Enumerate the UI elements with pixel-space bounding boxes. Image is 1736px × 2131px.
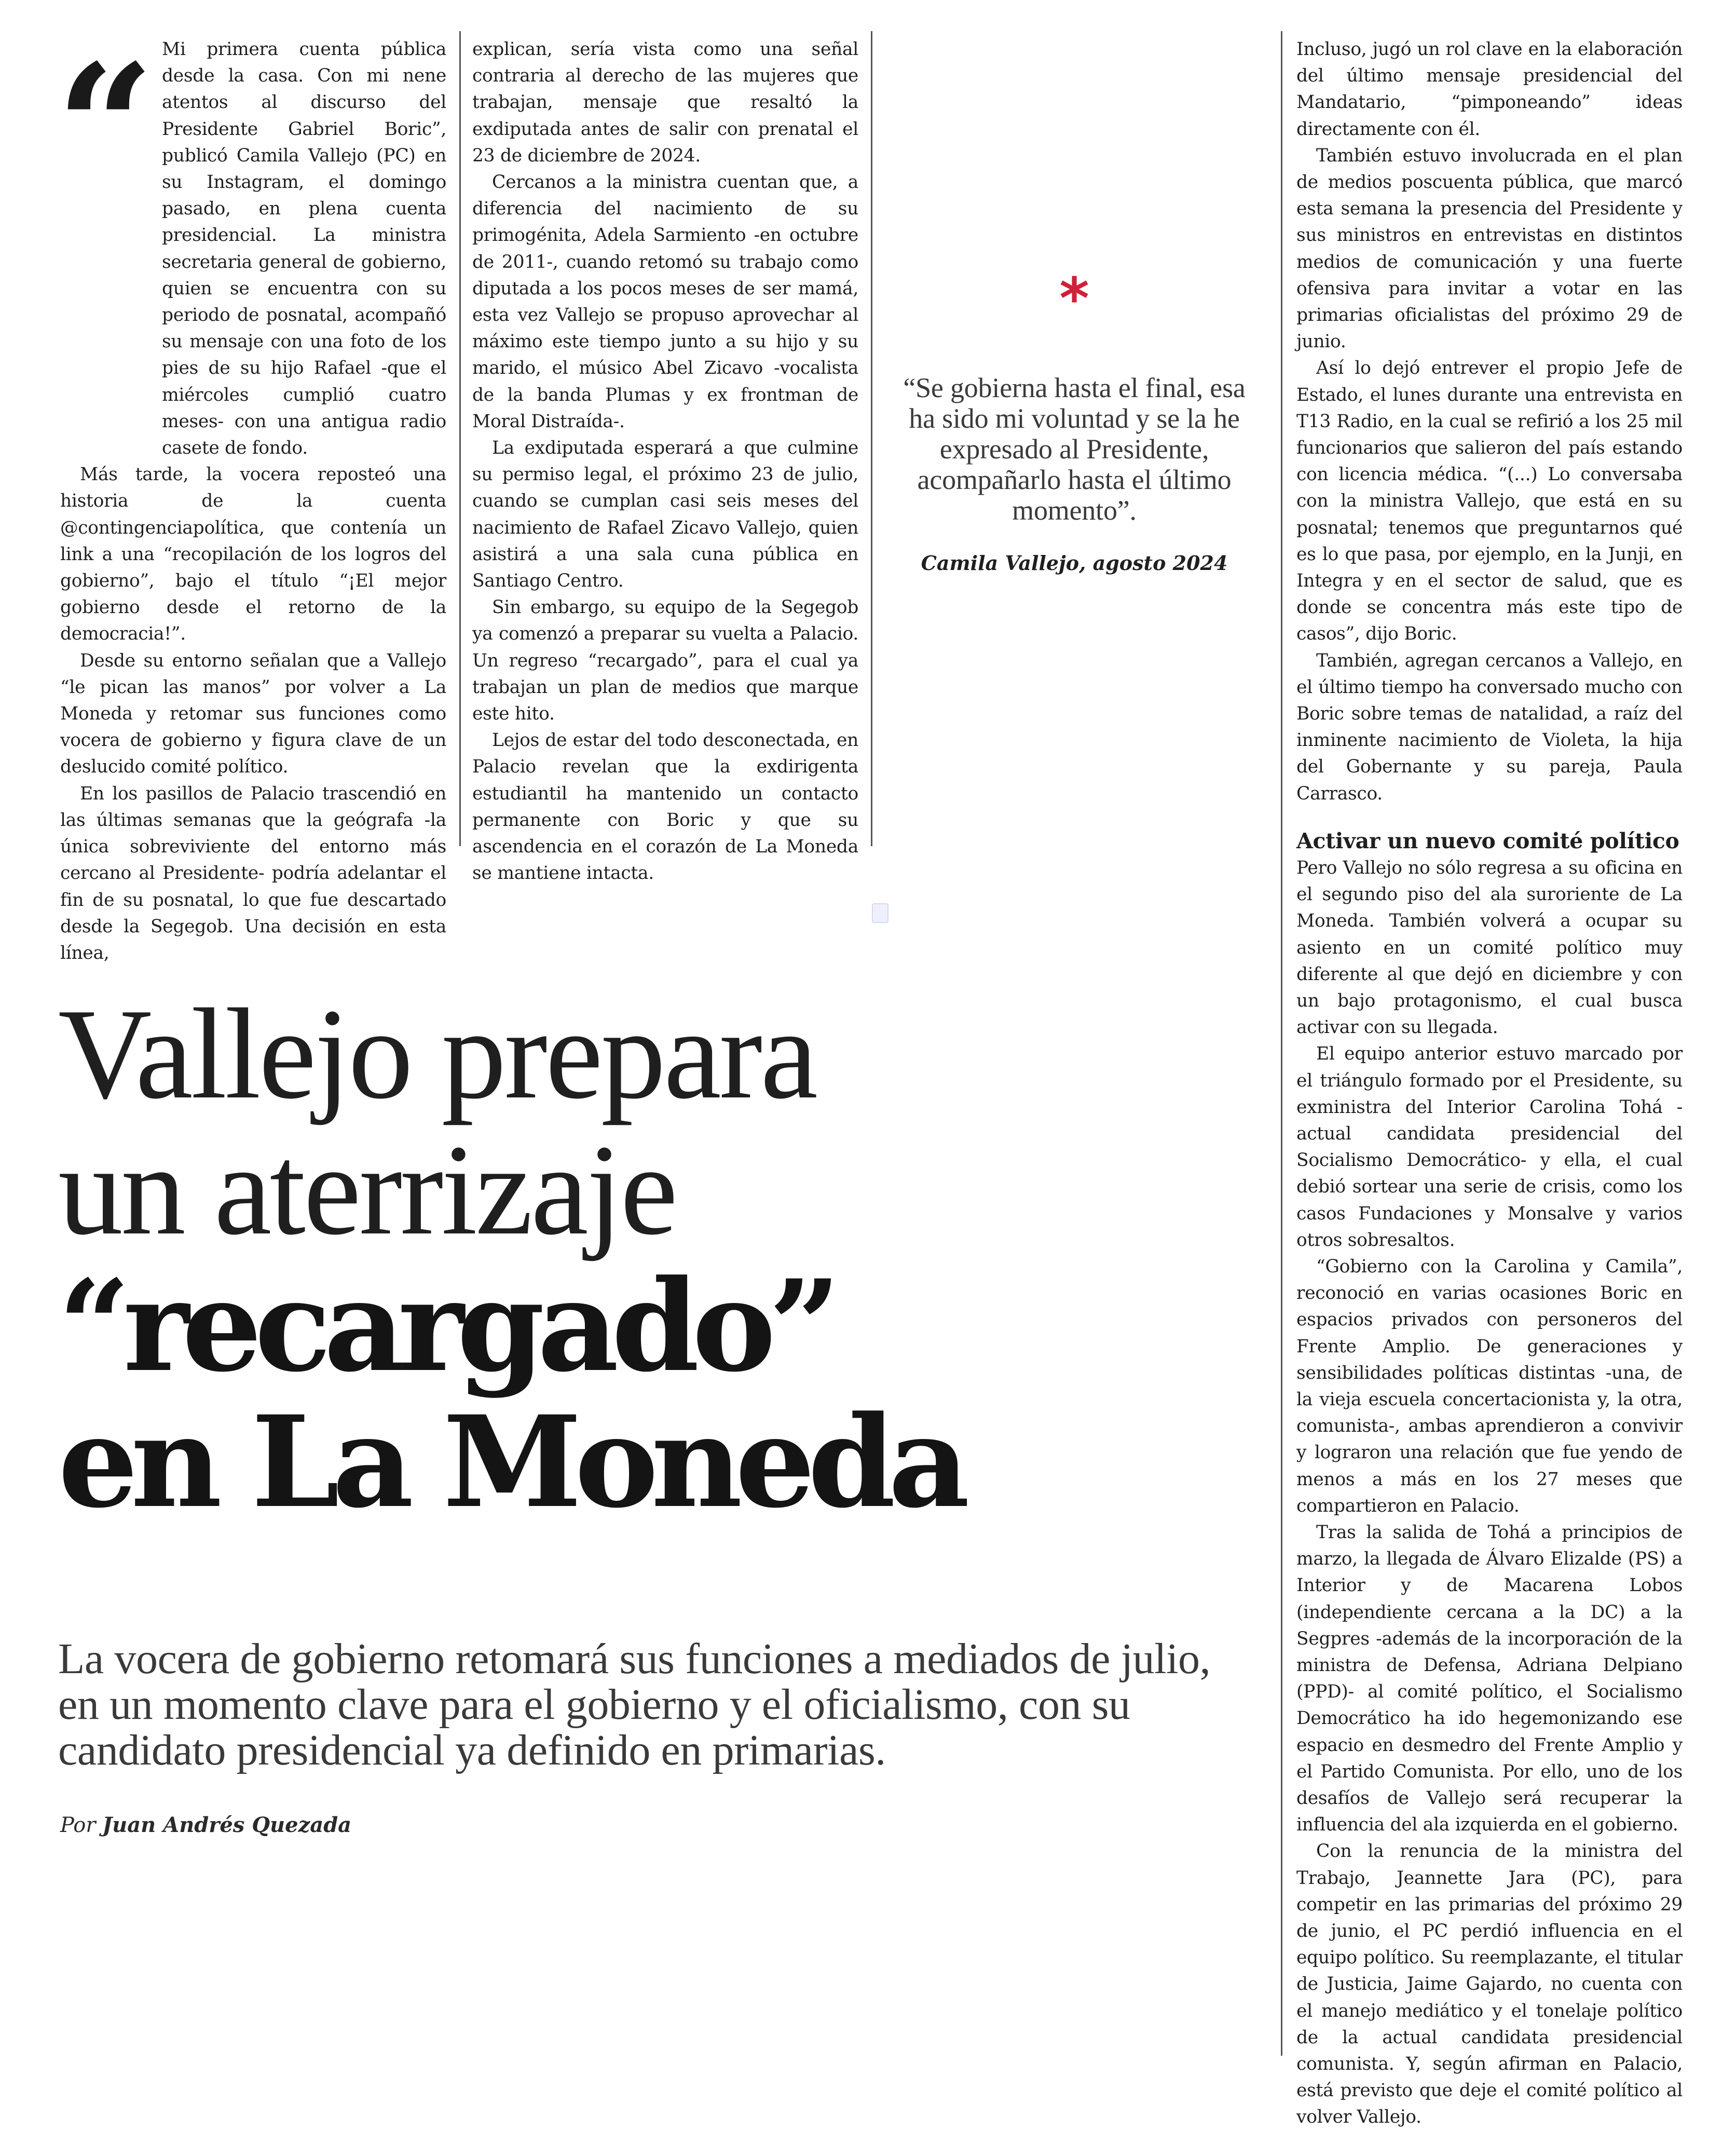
col1-paragraph-2: Más tarde, la vocera reposteó una historia de la cuenta @contingenciapolítica, que contenía un link a una “recopilación de los logros del gobierno”, bajo el título “¡El mejor gobierno desde el retorno de la democracia!”. — [60, 464, 446, 645]
col1-paragraph-1: Mi primera cuenta pública desde la casa. Con mi nene atentos al discurso del Presidente Gabriel Boric”, publicó Camila Vallejo (PC) en su Instagram, el domingo pasado, en plena cuenta presidencial. La ministra secretaria general de gobierno, quien se encuentra con su periodo de posnatal, acompañó su mensaje con una foto de los pies de su hijo Rafael -que el miércoles cumplió cuatro meses- con una antigua radio casete de fondo. — [162, 39, 446, 459]
headline-line-1: Vallejo prepara — [58, 982, 816, 1126]
article-column-2 — [472, 36, 858, 887]
pull-quote: “Se gobierna hasta el final, esa ha sido mi voluntad y se la he expresado al Presidente, acompañarlo hasta el último momento”. — [903, 372, 1246, 526]
headline-line-2: un aterrizaje — [58, 1118, 676, 1262]
col1-paragraph-4: En los pasillos de Palacio trascendió en las últimas semanas que la geógrafa -la única sobreviviente del entorno más cercano al Presidente- podría adelantar el fin de su posnatal, lo que fue descartado desde la Segegob. Una decisión en esta línea, — [60, 783, 446, 963]
col2-paragraph-3: La exdiputada esperará a que culmine su permiso legal, el próximo 23 de julio, cuando se cumplan casi seis meses del nacimiento de Rafael Zicavo Vallejo, quien asistirá a una sala cuna pública en Santiago Centro. — [472, 438, 858, 592]
article-column-1 — [60, 36, 446, 967]
byline-author: Juan Andrés Quezada — [102, 1813, 352, 1837]
pull-quote-author: Camila Vallejo, agosto 2024 — [921, 551, 1228, 575]
opening-quote-icon: “ — [56, 26, 155, 228]
document-icon — [872, 903, 888, 923]
col3-paragraph-2: También estuvo involucrada en el plan de medios poscuenta pública, que marcó esta semana la presencia del Presidente y sus ministros en entrevistas en distintos medios de comunicación y una fuerte ofensiva para invitar a votar en las primarias oficialistas del próximo 29 de junio. — [1296, 145, 1683, 352]
col3-paragraph-6: El equipo anterior estuvo marcado por el triángulo formado por el Presidente, su exministra del Interior Carolina Tohá -actual candidata presidencial del Socialismo Democrático- y ella, el cual debió sortear una serie de crisis, como los casos Fundaciones y Monsalve y varios otros sobresaltos. — [1296, 1043, 1683, 1251]
col2-paragraph-4: Sin embargo, su equipo de la Segegob ya comenzó a preparar su vuelta a Palacio. Un regreso “recargado”, para el cual ya trabajan un plan de medios que marque este hito. — [472, 597, 858, 725]
headline-line-3: “recargado” — [58, 1253, 834, 1400]
col3-paragraph-9: Con la renuncia de la ministra del Trabajo, Jeannette Jara (PC), para competir en las primarias del próximo 29 de junio, el PC perdió influencia en el equipo político. Su reemplazante, el titular de Justicia, Jaime Gajardo, no cuenta con el manejo mediático y el tonelaje político de la actual candidata presidencial comunista. Y, según afirman en Palacio, está previsto que deje el comité político al volver Vallejo. — [1296, 1841, 1683, 2128]
asterisk-icon: * — [1059, 265, 1089, 332]
column-rule-1 — [459, 31, 461, 846]
byline-prefix: Por — [60, 1813, 103, 1837]
col3-paragraph-4: También, agregan cercanos a Vallejo, en el último tiempo ha conversado mucho con Boric sobre temas de natalidad, a raíz del inminente nacimiento de Violeta, la hija del Gobernante y su pareja, Paula Carrasco. — [1296, 650, 1683, 804]
col2-paragraph-2: Cercanos a la ministra cuentan que, a diferencia del nacimiento de su primogénita, Adela Sarmiento -en octubre de 2011-, cuando retomó su trabajo como diputada a los pocos meses de ser mamá, esta vez Vallejo se propuso aprovechar al máximo este tiempo junto a su hijo y su marido, el músico Abel Zicavo -vocalista de la banda Plumas y ex frontman de Moral Distraída-. — [472, 172, 858, 432]
col2-paragraph-5: Lejos de estar del todo desconectada, en Palacio revelan que la exdirigenta estudiantil ha mantenido un contacto permanente con Boric y que su ascendencia en el corazón de La Moneda se mantiene intacta. — [472, 730, 858, 884]
col1-paragraph-3: Desde su entorno señalan que a Vallejo “le pican las manos” por volver a La Moneda y retomar sus funciones como vocera de gobierno y figura clave de un deslucido comité político. — [60, 650, 446, 778]
col3-paragraph-8: Tras la salida de Tohá a principios de marzo, la llegada de Álvaro Elizalde (PS) a Interior y de Macarena Lobos (independiente cercana a la DC) a la Segpres -además de la incorporación de la ministra de Defensa, Adriana Delpiano (PPD)- al comité político, el Socialismo Democrático ha ido hegemonizando ese espacio en desmedro del Frente Amplio y el Partido Comunista. Por ello, uno de los desafíos de Vallejo será recuperar la influencia del ala izquierda en el gobierno. — [1296, 1522, 1683, 1836]
headline — [58, 982, 1252, 1536]
byline — [60, 1813, 351, 1837]
col3-paragraph-7: “Gobierno con la Carolina y Camila”, reconoció en varias ocasiones Boric en espacios privados con personeros del Frente Amplio. De generaciones y sensibilidades políticas distintas -una, de la vieja escuela concertacionista y, la otra, comunista-, ambas aprendieron a convivir y lograron una relación que fue yendo de menos a más en los 27 meses que compartieron en Palacio. — [1296, 1256, 1683, 1516]
article-column-3 — [1296, 36, 1683, 2131]
col3-paragraph-1: Incluso, jugó un rol clave en la elaboración del último mensaje presidencial del Mandatario, “pimponeando” ideas directamente con él. — [1296, 39, 1683, 140]
col3-paragraph-5: Pero Vallejo no sólo regresa a su oficina en el segundo piso del ala suroriente de La Moneda. También volverá a ocupar su asiento en un comité político muy diferente al que dejó en diciembre y con un bajo protagonismo, el cual busca activar con su llegada. — [1296, 857, 1683, 1038]
col2-paragraph-1: explican, sería vista como una señal contraria al derecho de las mujeres que trabajan, mensaje que resaltó la exdiputada antes de salir con prenatal el 23 de diciembre de 2024. — [472, 39, 858, 166]
section-subhead: Activar un nuevo comité político — [1296, 828, 1679, 853]
col3-paragraph-3: Así lo dejó entrever el propio Jefe de Estado, el lunes durante una entrevista en T13 Radio, en la cual se refirió a los 25 mil funcionarios que salieron del país estando con licencia médica. “(...) Lo conversaba con la ministra Vallejo, que está en su posnatal; tenemos que preguntarnos qué es lo que pasa, por ejemplo, en la Junji, en Integra y en el sector de salud, que es donde se concentra más este tipo de casos”, dijo Boric. — [1296, 358, 1683, 645]
column-rule-3 — [1281, 31, 1282, 2056]
dek-subtitle: La vocera de gobierno retomará sus funciones a mediados de julio, en un momento clave para el gobierno y el oficialismo, con su candidato presidencial ya definido en primarias. — [58, 1635, 1211, 1774]
headline-line-4: en La Moneda — [58, 1389, 963, 1536]
column-rule-2 — [871, 31, 872, 846]
